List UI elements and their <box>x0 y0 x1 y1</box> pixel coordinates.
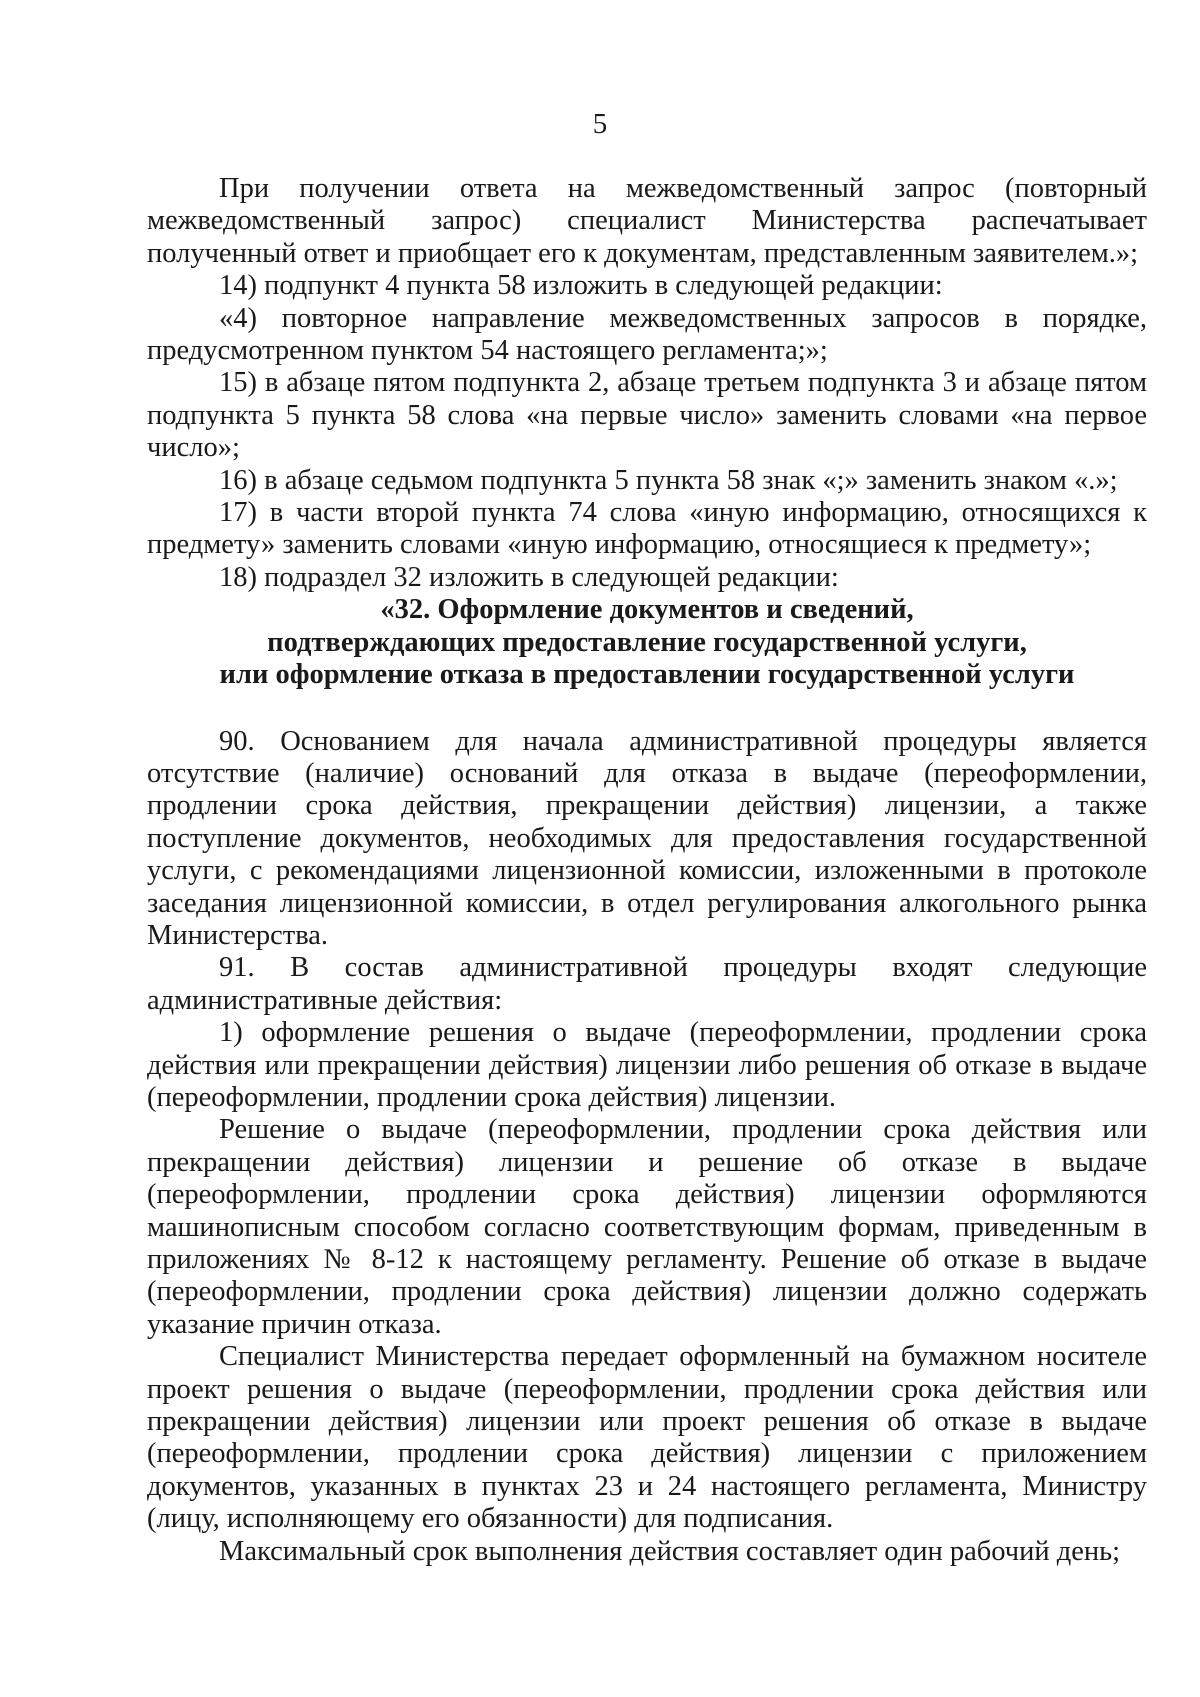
heading-line: «32. Оформление документов и сведений, <box>380 594 914 626</box>
paragraph: 16) в абзаце седьмом подпункта 5 пункта 58 знак «;» заменить знаком «.»; <box>219 464 1118 496</box>
paragraph: Максимальный срок выполнения действия составляет один рабочий день; <box>219 1535 1121 1567</box>
heading-line: или оформление отказа в предоставлении государственной услуги <box>219 659 1075 691</box>
paragraph: 17) в части второй пункта 74 слова «иную информацию, относящихся к предмету» заменить словами «иную информацию, относящиеся к предмету»; <box>147 497 1147 561</box>
paragraph: 91. В состав административной процедуры входят следующие административные действия: <box>147 952 1147 1016</box>
paragraph: 1) оформление решения о выдаче (переоформлении, продлении срока действия или прекращении действия) лицензии либо решения об отказе в выдаче (переоформлении, продлении срока действия) лицензии. <box>147 1017 1147 1113</box>
paragraph: Решение о выдаче (переоформлении, продлении срока действия или прекращении действия) лицензии и решение об отказе в выдаче (переоформлении, продлении срока действия) лицензии оформляются машинописным способом согласно соответствующим формам, приведенным в приложениях № 8-12 к настоящему регламенту. Решение об отказе в выдаче (переоформлении, продлении срока действия) лицензии должно содержать указание причин отказа. <box>147 1114 1147 1340</box>
paragraph: 18) подраздел 32 изложить в следующей редакции: <box>219 561 839 593</box>
page-number: 5 <box>592 108 608 140</box>
heading-line: подтверждающих предоставление государственной услуги, <box>267 626 1027 658</box>
paragraph: Специалист Министерства передает оформленный на бумажном носителе проект решения о выдаче (переоформлении, продлении срока действия или прекращении действия) лицензии или проект решения об отказе в выдаче (переоформлении, продлении срока действия) лицензии с приложением документов, указанных в пунктах 23 и 24 настоящего регламента, Министру (лицу, исполняющему его обязанности) для подписания. <box>147 1341 1147 1535</box>
paragraph: 15) в абзаце пятом подпункта 2, абзаце третьем подпункта 3 и абзаце пятом подпункта 5 пункта 58 слова «на первые число» заменить словами «на первое число»; <box>147 367 1147 464</box>
section-heading <box>147 594 1147 691</box>
paragraph: «4) повторное направление межведомственных запросов в порядке, предусмотренном пунктом 54 настоящего регламента;»; <box>147 302 1147 367</box>
document-body <box>147 173 1147 1568</box>
paragraph: 90. Основанием для начала административной процедуры является отсутствие (наличие) оснований для отказа в выдаче (переоформлении, продлении срока действия, прекращении действия) лицензии, а также поступление документов, необходимых для предоставления государственной услуги, с рекомендациями лицензионной комиссии, изложенными в протоколе заседания лицензионной комиссии, в отдел регулирования алкогольного рынка Министерства. <box>147 725 1147 951</box>
paragraph: 14) подпункт 4 пункта 58 изложить в следующей редакции: <box>219 270 943 302</box>
paragraph: При получении ответа на межведомственный запрос (повторный межведомственный запрос) специалист Министерства распечатывает полученный ответ и приобщает его к документам, представленным заявителем.»; <box>147 173 1147 269</box>
